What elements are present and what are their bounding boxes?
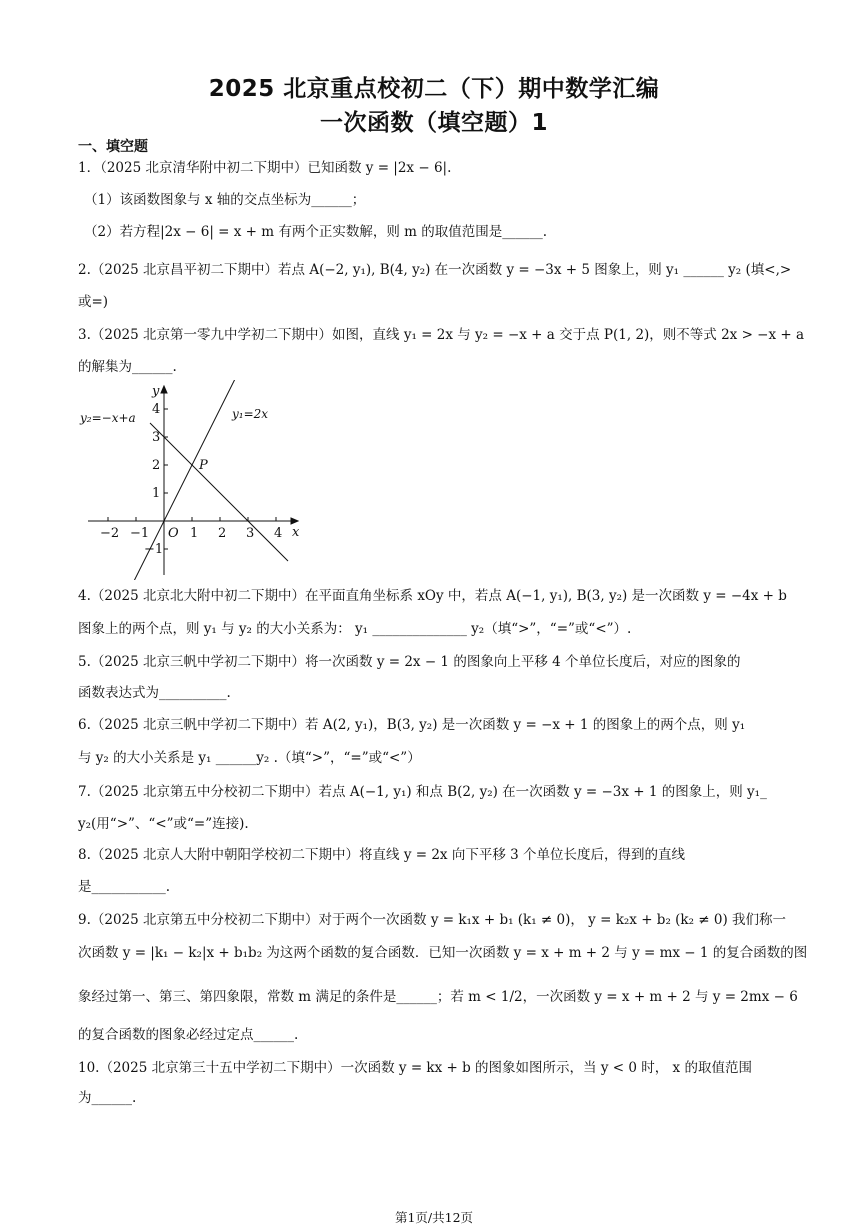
origin-label: O (168, 526, 179, 541)
line2-label: y₂=−x+a (80, 411, 136, 425)
y-tick-label: 1 (152, 486, 161, 501)
section-heading: 一、填空题 (78, 139, 148, 155)
x-tick-label: 4 (274, 526, 283, 541)
question-2-cont: 或=) (78, 294, 109, 310)
question-3-cont: 的解集为______. (78, 359, 177, 375)
x-axis-arrow (291, 518, 298, 524)
point-p-label: P (199, 458, 208, 473)
x-tick-label: 1 (190, 526, 199, 541)
question-7-cont: y₂(用“>”、“<”或“=”连接). (78, 816, 249, 832)
question-5: 5.（2025 北京三帆中学初二下期中）将一次函数 y = 2x − 1 的图象向上平移 4 个单位长度后，对应的图象的 (78, 654, 741, 670)
x-tick-label: −1 (130, 526, 150, 541)
question-3-figure (78, 380, 308, 580)
x-tick-label: 3 (246, 526, 255, 541)
y-axis-label: y (152, 384, 160, 399)
question-9-cont-2: 象经过第一、第三、第四象限，常数 m 满足的条件是______；若 m < 1/2，一次函数 y = x + m + 2 与 y = 2mx − 6 (78, 989, 798, 1005)
x-axis-label: x (292, 525, 300, 540)
line1-label: y₁=2x (232, 407, 269, 421)
page-number: 第1页/共12页 (394, 1210, 474, 1225)
question-9-cont-3: 的复合函数的图象必经过定点______. (78, 1027, 299, 1043)
y-tick-label: 2 (152, 458, 161, 473)
question-3: 3.（2025 北京第一零九中学初二下期中）如图，直线 y₁ = 2x 与 y₂ = −x + a 交于点 P(1, 2)，则不等式 2x > −x + a (78, 327, 805, 343)
x-tick-label: 2 (218, 526, 227, 541)
y-tick-label: 4 (152, 402, 161, 417)
question-10-cont: 为______. (78, 1090, 137, 1106)
y-tick-label: −1 (144, 542, 164, 557)
question-9: 9.（2025 北京第五中分校初二下期中）对于两个一次函数 y = k₁x + b₁ (k₁ ≠ 0)， y = k₂x + b₂ (k₂ ≠ 0) 我们称一 (78, 912, 787, 928)
question-9-cont-1: 次函数 y = |k₁ − k₂|x + b₁b₂ 为这两个函数的复合函数．已知一次函数 y = x + m + 2 与 y = mx − 1 的复合函数的图 (78, 945, 808, 961)
page-title: 2025 北京重点校初二（下）期中数学汇编 (208, 76, 660, 102)
question-8: 8.（2025 北京人大附中朝阳学校初二下期中）将直线 y = 2x 向下平移 3 个单位长度后，得到的直线 (78, 847, 686, 863)
y-axis-arrow (161, 386, 167, 393)
question-4-cont: 图象上的两个点，则 y₁ 与 y₂ 的大小关系为： y₁ ______________ y₂（填“>”，“=”或“<”）. (78, 621, 632, 637)
question-1-part-1: （1）该函数图象与 x 轴的交点坐标为______； (84, 192, 366, 208)
question-6: 6.（2025 北京三帆中学初二下期中）若 A(2, y₁)，B(3, y₂) 是一次函数 y = −x + 1 的图象上的两个点，则 y₁ (78, 717, 746, 733)
question-4: 4.（2025 北京北大附中初二下期中）在平面直角坐标系 xOy 中，若点 A(−1, y₁), B(3, y₂) 是一次函数 y = −4x + b (78, 588, 787, 604)
question-2: 2.（2025 北京昌平初二下期中）若点 A(−2, y₁), B(4, y₂) 在一次函数 y = −3x + 5 图象上，则 y₁ ______ y₂ (填<,> (78, 262, 792, 278)
question-8-cont: 是___________. (78, 879, 171, 895)
page-subtitle: 一次函数（填空题）1 (319, 110, 548, 136)
question-5-cont: 函数表达式为__________. (78, 685, 231, 701)
y-tick-label: 3 (152, 430, 161, 445)
question-1: 1．（2025 北京清华附中初二下期中）已知函数 y = |2x − 6|. (78, 160, 452, 176)
question-7: 7.（2025 北京第五中分校初二下期中）若点 A(−1, y₁) 和点 B(2, y₂) 在一次函数 y = −3x + 1 的图象上，则 y₁_ (78, 784, 767, 800)
question-10: 10.（2025 北京第三十五中学初二下期中）一次函数 y = kx + b 的图象如图所示，当 y < 0 时， x 的取值范围 (78, 1060, 752, 1076)
question-1-part-2: （2）若方程|2x − 6| = x + m 有两个正实数解，则 m 的取值范围是______. (84, 224, 548, 240)
x-tick-label: −2 (100, 526, 120, 541)
question-6-cont: 与 y₂ 的大小关系是 y₁ ______y₂ .（填“>”，“=”或“<”） (78, 750, 421, 766)
